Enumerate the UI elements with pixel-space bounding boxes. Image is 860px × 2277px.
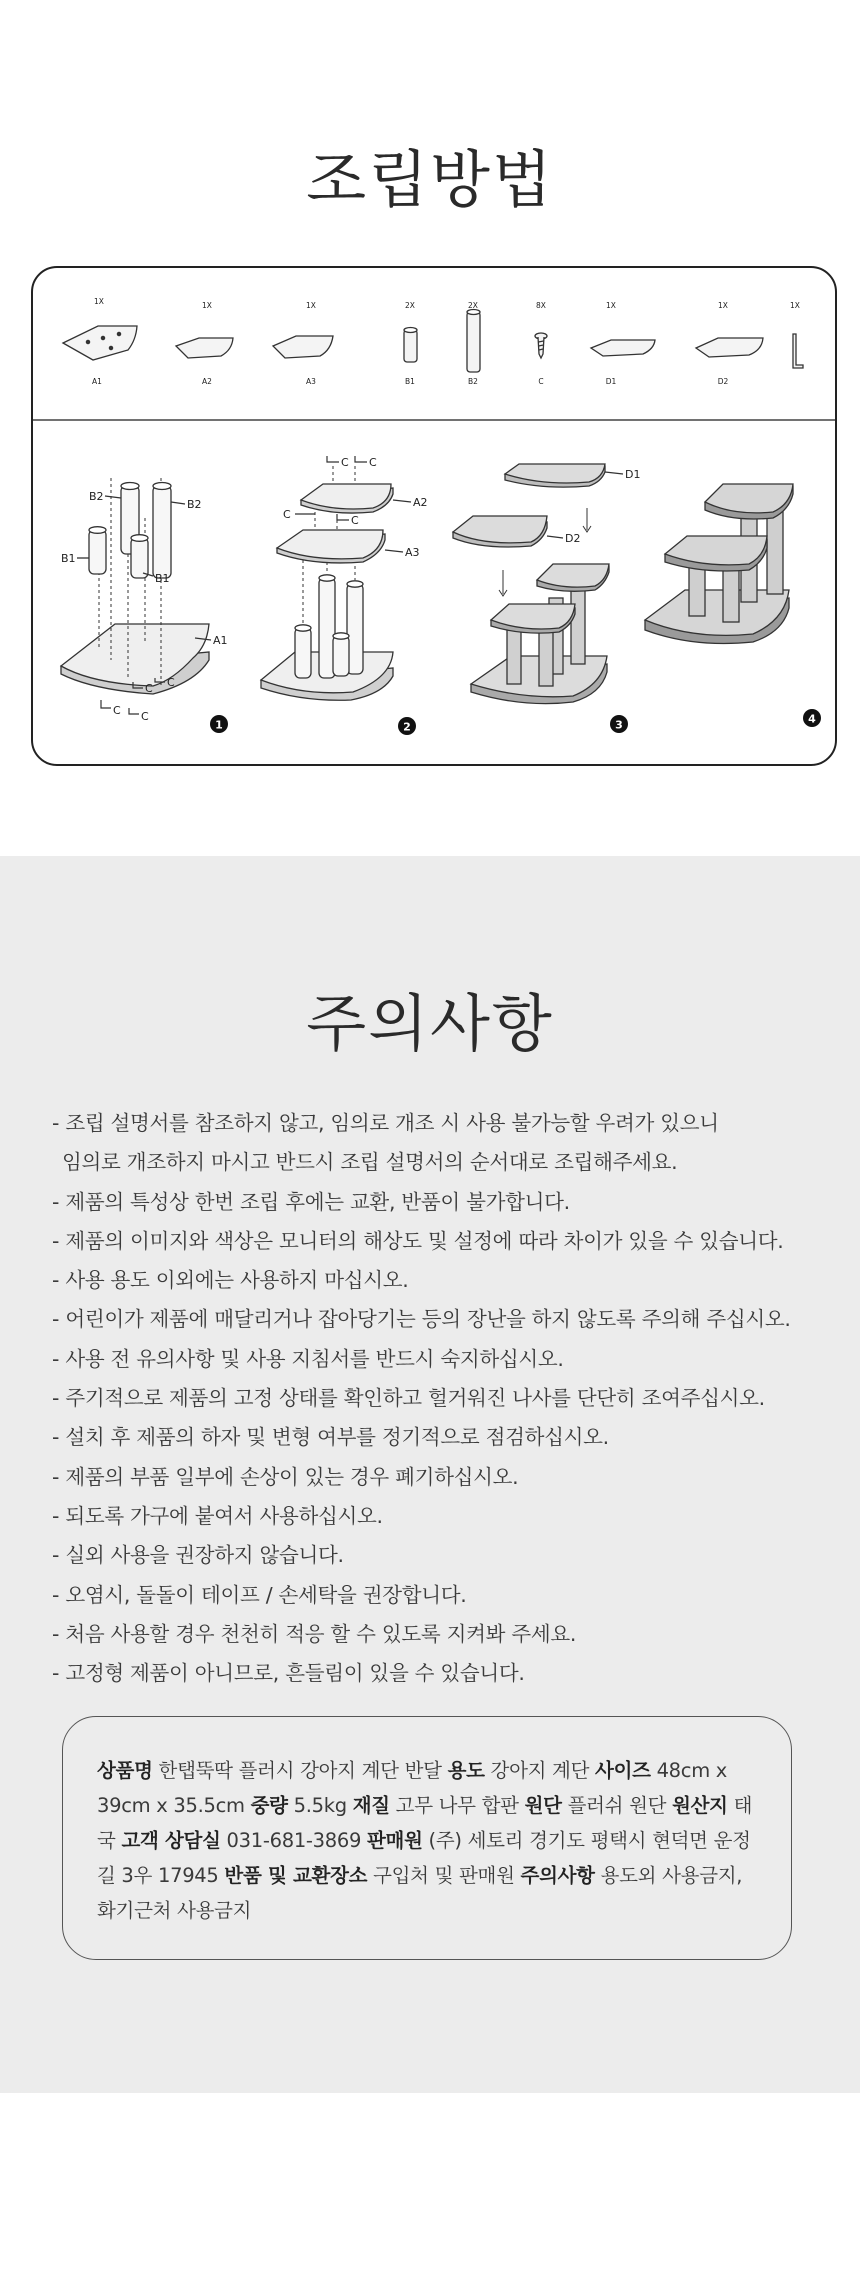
part-d1-board-icon (591, 340, 655, 356)
notice-label: 주의사항 (520, 1864, 595, 1887)
product-info-text (97, 1753, 759, 1928)
part-code-label: B2 (468, 377, 478, 386)
caution-item: - 처음 사용할 경우 천천히 적응 할 수 있도록 지켜봐 주세요. (52, 1621, 577, 1646)
product-name-label: 상품명 (97, 1759, 153, 1782)
part-a1-board-icon (63, 326, 137, 360)
material-value: 고무 나무 합판 (395, 1794, 519, 1817)
caution-item: - 제품의 특성상 한번 조립 후에는 교환, 반품이 불가합니다. (52, 1189, 570, 1214)
part-code-label: D1 (605, 377, 617, 386)
part-code-label: A3 (306, 377, 316, 386)
step-badge-number: 2 (403, 720, 411, 734)
parts-list (63, 310, 803, 373)
part-qty-label: 8X (536, 301, 546, 310)
step-number-badges (210, 709, 821, 735)
size-value: 48cm x 39cm x 35.5cm (97, 1759, 728, 1817)
step-badge-number: 1 (215, 718, 223, 732)
return-place-value: 구입처 및 판매원 (373, 1864, 515, 1887)
customer-service-value: 031-681-3869 (226, 1829, 362, 1852)
fabric-label: 원단 (524, 1794, 562, 1817)
part-c-screw-icon (535, 333, 547, 358)
origin-label: 원산지 (672, 1794, 728, 1817)
return-place-label: 반품 및 교환장소 (224, 1864, 368, 1887)
step-badge-number: 3 (615, 718, 623, 732)
label-c: C (341, 456, 349, 469)
seller-label: 판매원 (367, 1829, 423, 1852)
use-value: 강아지 계단 (490, 1759, 590, 1782)
label-b1: B1 (155, 572, 170, 585)
caution-item: - 실외 사용을 권장하지 않습니다. (52, 1543, 344, 1568)
part-qty-label: 1X (94, 297, 104, 306)
label-c: C (141, 710, 149, 723)
label-c: C (113, 704, 121, 717)
part-b2-post-icon (467, 310, 480, 373)
use-label: 용도 (447, 1759, 485, 1782)
caution-item: - 고정형 제품이 아니므로, 흔들림이 있을 수 있습니다. (52, 1661, 525, 1686)
label-a3: A3 (405, 546, 420, 559)
material-label: 재질 (352, 1794, 390, 1817)
part-b1-post-icon (404, 328, 417, 363)
step-4-illustration (645, 484, 793, 644)
part-code-label: A2 (202, 377, 212, 386)
part-code-label: B1 (405, 377, 415, 386)
label-c: C (283, 508, 291, 521)
part-code-label: C (538, 377, 544, 386)
part-qty-label: 2X (468, 301, 478, 310)
label-b2: B2 (187, 498, 202, 511)
fabric-value: 플러쉬 원단 (567, 1794, 667, 1817)
origin-value: 태국 (97, 1794, 753, 1852)
assembly-title: 조립방법 (306, 143, 554, 216)
product-info-box (62, 1716, 792, 1960)
caution-item: - 제품의 부품 일부에 손상이 있는 경우 폐기하십시오. (52, 1464, 519, 1489)
part-hex-key-icon (793, 334, 803, 368)
part-code-label: D2 (717, 377, 729, 386)
label-b1: B1 (61, 552, 76, 565)
step-3-illustration (453, 464, 623, 704)
part-code-label: A1 (92, 377, 102, 386)
part-qty-labels (94, 297, 800, 310)
label-c: C (369, 456, 377, 469)
step-1-illustration (61, 478, 211, 714)
caution-item: 임의로 개조하지 마시고 반드시 조립 설명서의 순서대로 조립해주세요. (62, 1150, 678, 1175)
caution-section (0, 856, 860, 2093)
customer-service-label: 고객 상담실 (121, 1829, 221, 1852)
label-a1: A1 (213, 634, 228, 647)
label-a2: A2 (413, 496, 428, 509)
part-qty-label: 1X (790, 301, 800, 310)
label-b2: B2 (89, 490, 104, 503)
part-a2-board-icon (176, 338, 233, 358)
part-qty-label: 1X (202, 301, 212, 310)
part-qty-label: 2X (405, 301, 415, 310)
part-d2-board-icon (696, 338, 763, 357)
label-c: C (167, 676, 175, 689)
label-d1: D1 (625, 468, 641, 481)
step-2-illustration (261, 456, 411, 700)
weight-label: 중량 (250, 1794, 288, 1817)
caution-item: - 주기적으로 제품의 고정 상태를 확인하고 헐거워진 나사를 단단히 조여주십시오. (52, 1386, 765, 1411)
label-c: C (351, 514, 359, 527)
assembly-diagram (31, 266, 837, 766)
size-label: 사이즈 (595, 1759, 651, 1782)
product-name-value: 한탭뚝딱 플러시 강아지 계단 반달 (158, 1759, 442, 1782)
caution-item: - 어린이가 제품에 매달리거나 잡아당기는 등의 장난을 하지 않도록 주의해 주십시오. (52, 1307, 791, 1332)
caution-item: - 오염시, 돌돌이 테이프 / 손세탁을 권장합니다. (52, 1582, 467, 1607)
caution-item: - 설치 후 제품의 하자 및 변형 여부를 정기적으로 점검하십시오. (52, 1425, 609, 1450)
caution-item: - 되도록 가구에 붙여서 사용하십시오. (52, 1503, 383, 1528)
caution-list (52, 1104, 842, 1693)
caution-title: 주의사항 (306, 987, 554, 1060)
part-qty-label: 1X (718, 301, 728, 310)
notice-value: 용도외 사용금지, 화기근처 사용금지 (97, 1864, 743, 1922)
caution-item: - 사용 전 유의사항 및 사용 지침서를 반드시 숙지하십시오. (52, 1346, 564, 1371)
caution-item: - 사용 용도 이외에는 사용하지 마십시오. (52, 1268, 409, 1293)
label-d2: D2 (565, 532, 581, 545)
label-c: C (145, 682, 153, 695)
part-qty-label: 1X (606, 301, 616, 310)
part-qty-label: 1X (306, 301, 316, 310)
caution-item: - 조립 설명서를 참조하지 않고, 임의로 개조 시 사용 불가능할 우려가 있으니 (52, 1111, 719, 1135)
step-badge-number: 4 (808, 712, 816, 726)
caution-item: - 제품의 이미지와 색상은 모니터의 해상도 및 설정에 따라 차이가 있을 수 있습니다. (52, 1228, 784, 1253)
weight-value: 5.5kg (293, 1794, 347, 1817)
step-1-labels (61, 490, 228, 723)
part-a3-board-icon (273, 336, 333, 358)
seller-value: (주) 세토리 경기도 평택시 현덕면 운정길 3우 17945 (97, 1829, 751, 1887)
assembly-diagram-svg (33, 268, 837, 766)
part-code-labels (92, 377, 728, 386)
